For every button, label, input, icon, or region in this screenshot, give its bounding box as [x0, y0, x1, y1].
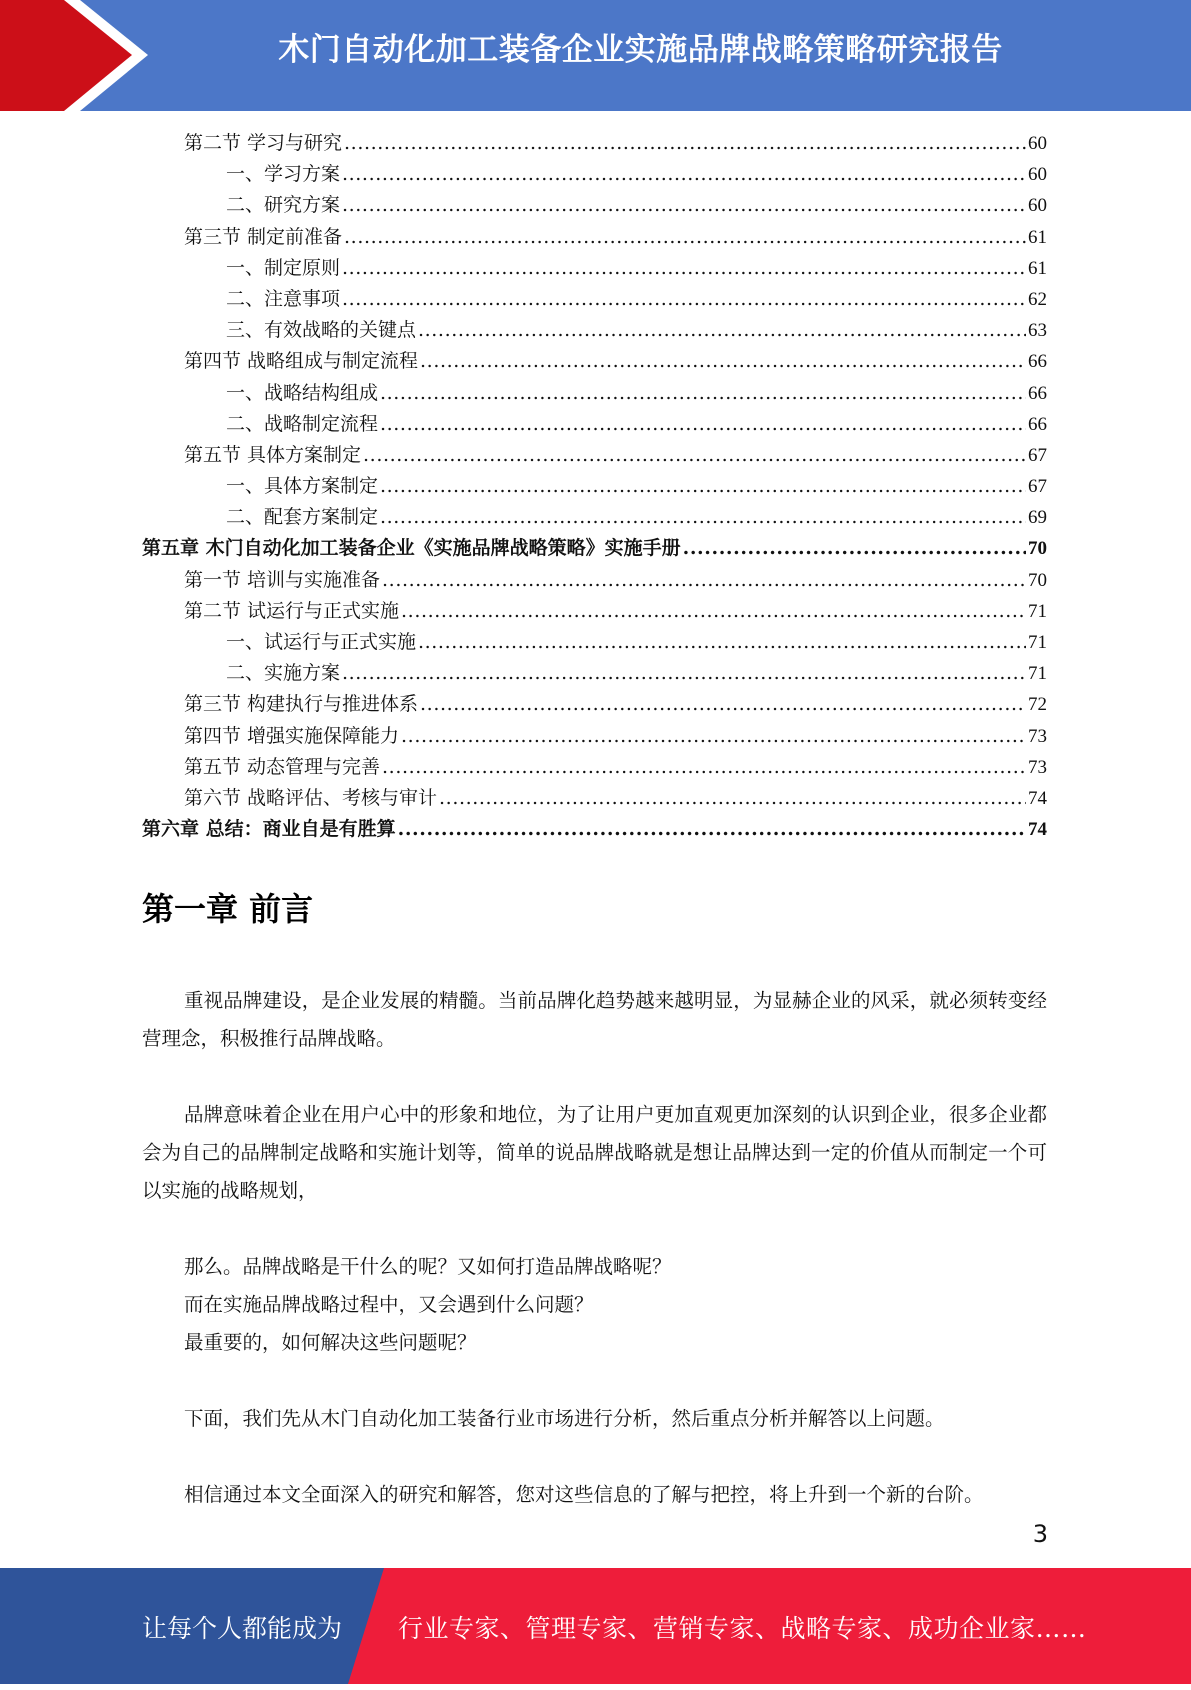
toc-entry-label: 一、战略结构组成 — [226, 381, 379, 404]
toc-entry-label: 第三节 构建执行与推进体系 — [184, 693, 419, 716]
toc-entry[interactable] — [142, 440, 1047, 471]
toc-dot-leader — [342, 288, 1026, 310]
toc-entry[interactable] — [142, 689, 1047, 720]
toc-entry[interactable] — [142, 159, 1047, 190]
question-line-2: 而在实施品牌战略过程中，又会遇到什么问题？ — [184, 1293, 594, 1316]
toc-dot-leader — [418, 631, 1026, 653]
toc-entry-label: 二、研究方案 — [226, 194, 341, 217]
toc-entry-label: 第二节 学习与研究 — [184, 132, 343, 154]
toc-entry[interactable] — [142, 627, 1047, 658]
page-header — [0, 0, 1191, 111]
toc-entry[interactable] — [142, 190, 1047, 221]
toc-entry[interactable] — [142, 315, 1047, 346]
toc-entry-page: 66 — [1028, 413, 1047, 435]
toc-dot-leader — [420, 693, 1026, 715]
page-footer — [0, 1568, 1191, 1684]
toc-dot-leader — [342, 194, 1026, 216]
toc-dot-leader — [344, 132, 1026, 154]
question-line-1: 那么。品牌战略是干什么的呢？又如何打造品牌战略呢？ — [184, 1255, 672, 1278]
toc-entry-label: 一、具体方案制定 — [226, 475, 379, 498]
toc-entry[interactable] — [142, 409, 1047, 440]
paragraph-4: 相信通过本文全面深入的研究和解答，您对这些信息的了解与把控，将上升到一个新的台阶。 — [184, 1483, 984, 1506]
footer-slogan-right: 行业专家、管理专家、营销专家、战略专家、成功企业家…… — [398, 1614, 1087, 1643]
toc-dot-leader — [398, 818, 1026, 840]
toc-dot-leader — [380, 475, 1026, 497]
toc-entry[interactable] — [142, 346, 1047, 377]
paragraph-3: 下面，我们先从木门自动化加工装备行业市场进行分析，然后重点分析并解答以上问题。 — [184, 1407, 945, 1430]
toc-entry-page: 67 — [1028, 444, 1047, 466]
toc-entry[interactable] — [142, 565, 1047, 596]
toc-entry-page: 66 — [1028, 382, 1047, 404]
toc-entry-page: 69 — [1028, 507, 1047, 529]
toc-entry-page: 61 — [1028, 226, 1047, 248]
toc-entry-page: 71 — [1028, 632, 1047, 653]
toc-dot-leader — [401, 600, 1026, 622]
document-title: 木门自动化加工装备企业实施品牌战略策略研究报告 — [278, 32, 1003, 68]
toc-dot-leader — [380, 506, 1026, 528]
toc-entry-page: 72 — [1028, 694, 1047, 716]
paragraph-1: 重视品牌建设，是企业发展的精髓。当前品牌化趋势越来越明显，为显赫企业的风采，就必须转变经营理念，积极推行品牌战略。 — [142, 989, 1047, 1050]
toc-entry-page: 67 — [1028, 476, 1047, 498]
toc-dot-leader — [342, 163, 1026, 185]
toc-entry-label: 二、注意事项 — [226, 287, 341, 310]
toc-dot-leader — [382, 569, 1026, 591]
toc-entry[interactable] — [142, 502, 1047, 533]
toc-dot-leader — [382, 756, 1026, 778]
toc-entry-page: 70 — [1028, 569, 1047, 591]
toc-dot-leader — [683, 537, 1026, 559]
toc-entry-label: 一、学习方案 — [226, 163, 341, 186]
toc-entry-page: 62 — [1028, 288, 1047, 310]
toc-entry[interactable] — [142, 222, 1047, 253]
toc-entry-page: 71 — [1028, 663, 1047, 685]
toc-entry-label: 二、实施方案 — [226, 662, 341, 685]
toc-entry-label: 第五章 木门自动化加工装备企业《实施品牌战略策略》实施手册 — [142, 537, 681, 560]
toc-entry-label: 第三节 制定前准备 — [184, 225, 343, 248]
toc-entry-page: 73 — [1028, 725, 1047, 747]
page-number: 3 — [1032, 1520, 1048, 1548]
footer-slogan-left: 让每个人都能成为 — [142, 1614, 343, 1643]
toc-dot-leader — [363, 444, 1026, 466]
toc-entry[interactable] — [142, 533, 1047, 564]
toc-entry-label: 第六章 总结：商业自是有胜算 — [142, 818, 396, 841]
question-line-3: 最重要的，如何解决这些问题呢？ — [184, 1331, 477, 1354]
toc-dot-leader — [344, 226, 1026, 248]
toc-entry-label: 第五节 动态管理与完善 — [184, 755, 381, 778]
toc-entry[interactable] — [142, 814, 1047, 845]
toc-entry-page: 61 — [1028, 257, 1047, 279]
toc-entry-page: 71 — [1028, 600, 1047, 622]
chapter-heading: 第一章 前言 — [142, 890, 314, 928]
toc-entry-label: 第二节 试运行与正式实施 — [184, 599, 400, 622]
toc-entry-label: 一、制定原则 — [226, 256, 341, 279]
toc-entry-page: 60 — [1028, 164, 1047, 186]
toc-dot-leader — [342, 662, 1026, 684]
toc-entry-label: 第五节 具体方案制定 — [184, 443, 362, 466]
toc-dot-leader — [380, 382, 1026, 404]
table-of-contents — [142, 128, 1047, 845]
toc-entry-page: 60 — [1028, 133, 1047, 154]
toc-entry-label: 第四节 战略组成与制定流程 — [184, 350, 419, 373]
toc-dot-leader — [342, 257, 1026, 279]
paragraph-2: 品牌意味着企业在用户心中的形象和地位，为了让用户更加直观更加深刻的认识到企业，很多企业都会为自己的品牌制定战略和实施计划等，简单的说品牌战略就是想让品牌达到一定的价值从而制定一个可以实施的战略规划， — [142, 1103, 1047, 1202]
toc-entry[interactable] — [142, 752, 1047, 783]
toc-entry-page: 60 — [1028, 195, 1047, 217]
toc-entry-label: 二、配套方案制定 — [226, 506, 379, 529]
toc-entry[interactable] — [142, 128, 1047, 159]
toc-entry-page: 70 — [1028, 538, 1047, 560]
toc-entry-label: 第四节 增强实施保障能力 — [184, 724, 400, 747]
toc-dot-leader — [401, 725, 1026, 747]
toc-entry[interactable] — [142, 378, 1047, 409]
toc-entry[interactable] — [142, 721, 1047, 752]
toc-entry[interactable] — [142, 658, 1047, 689]
toc-entry-label: 第一节 培训与实施准备 — [184, 568, 381, 591]
toc-entry-page: 74 — [1028, 787, 1047, 809]
toc-entry[interactable] — [142, 471, 1047, 502]
toc-entry[interactable] — [142, 284, 1047, 315]
toc-entry-page: 63 — [1028, 320, 1047, 342]
toc-entry-page: 74 — [1028, 819, 1047, 841]
toc-entry-label: 第六节 战略评估、考核与审计 — [184, 786, 438, 809]
toc-entry-page: 66 — [1028, 351, 1047, 373]
toc-dot-leader — [420, 350, 1026, 372]
toc-entry[interactable] — [142, 783, 1047, 814]
toc-entry[interactable] — [142, 596, 1047, 627]
toc-entry-label: 三、有效战略的关键点 — [226, 319, 417, 342]
toc-entry-label: 二、战略制定流程 — [226, 412, 379, 435]
toc-entry-page: 73 — [1028, 756, 1047, 778]
toc-entry[interactable] — [142, 253, 1047, 284]
toc-entry-label: 一、试运行与正式实施 — [226, 631, 417, 653]
toc-dot-leader — [418, 319, 1026, 341]
toc-dot-leader — [380, 413, 1026, 435]
toc-dot-leader — [439, 787, 1026, 809]
